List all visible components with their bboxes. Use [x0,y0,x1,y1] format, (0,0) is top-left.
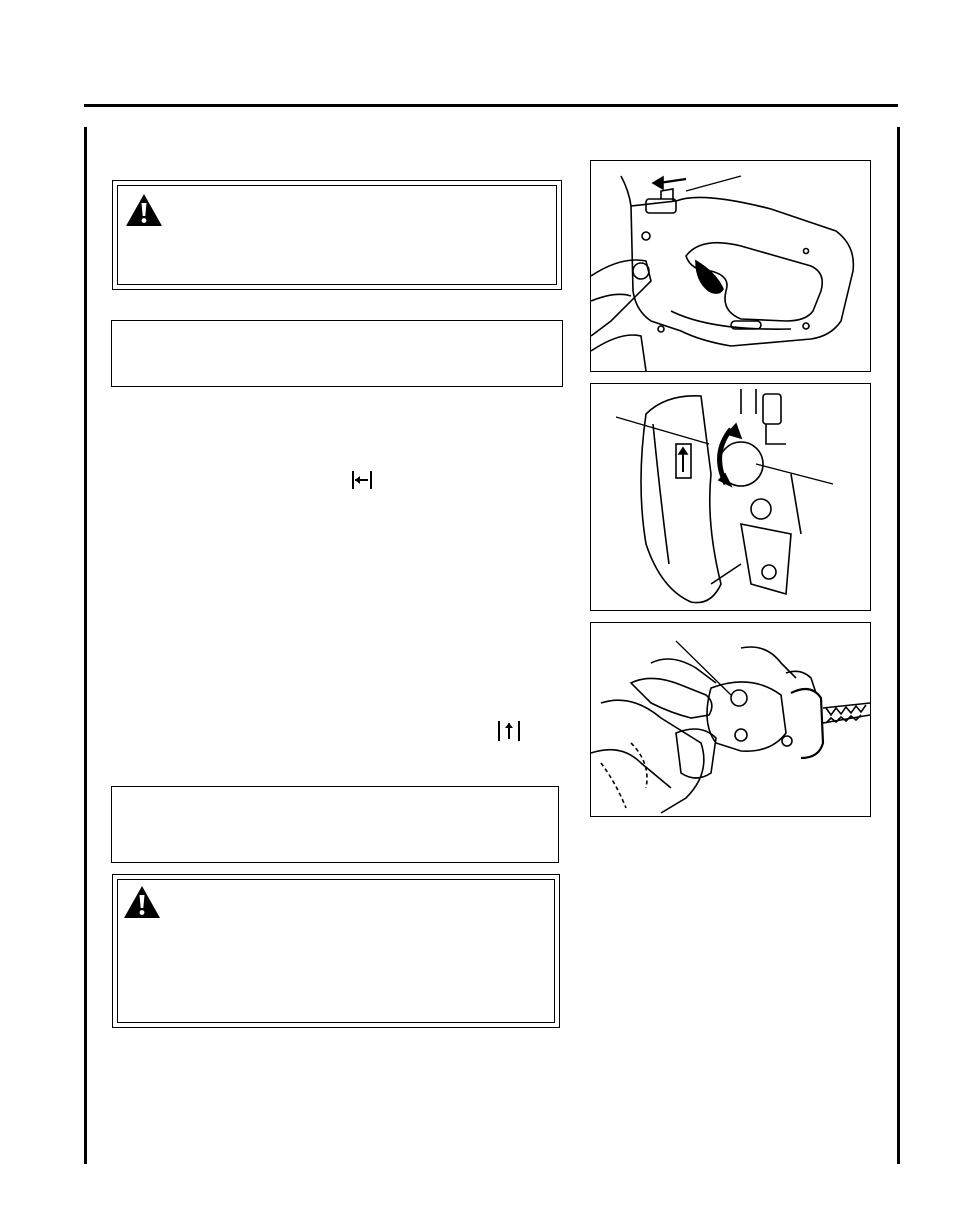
warning-triangle-icon [125,193,163,227]
warning-box-bottom [112,874,560,1028]
warning-triangle-icon [123,885,161,919]
right-margin-rule [897,127,900,1164]
figure-hands-holding-trimmer [590,622,871,817]
header-rule [84,104,898,107]
warning-box-top [112,180,562,290]
left-margin-rule [84,127,87,1164]
figure-handle-switch [590,160,871,372]
note-box-upper [111,320,563,387]
figure-choke-lever [590,383,871,611]
choke-closed-symbol [351,470,373,490]
choke-open-symbol [497,720,521,742]
note-box-lower [111,786,559,863]
